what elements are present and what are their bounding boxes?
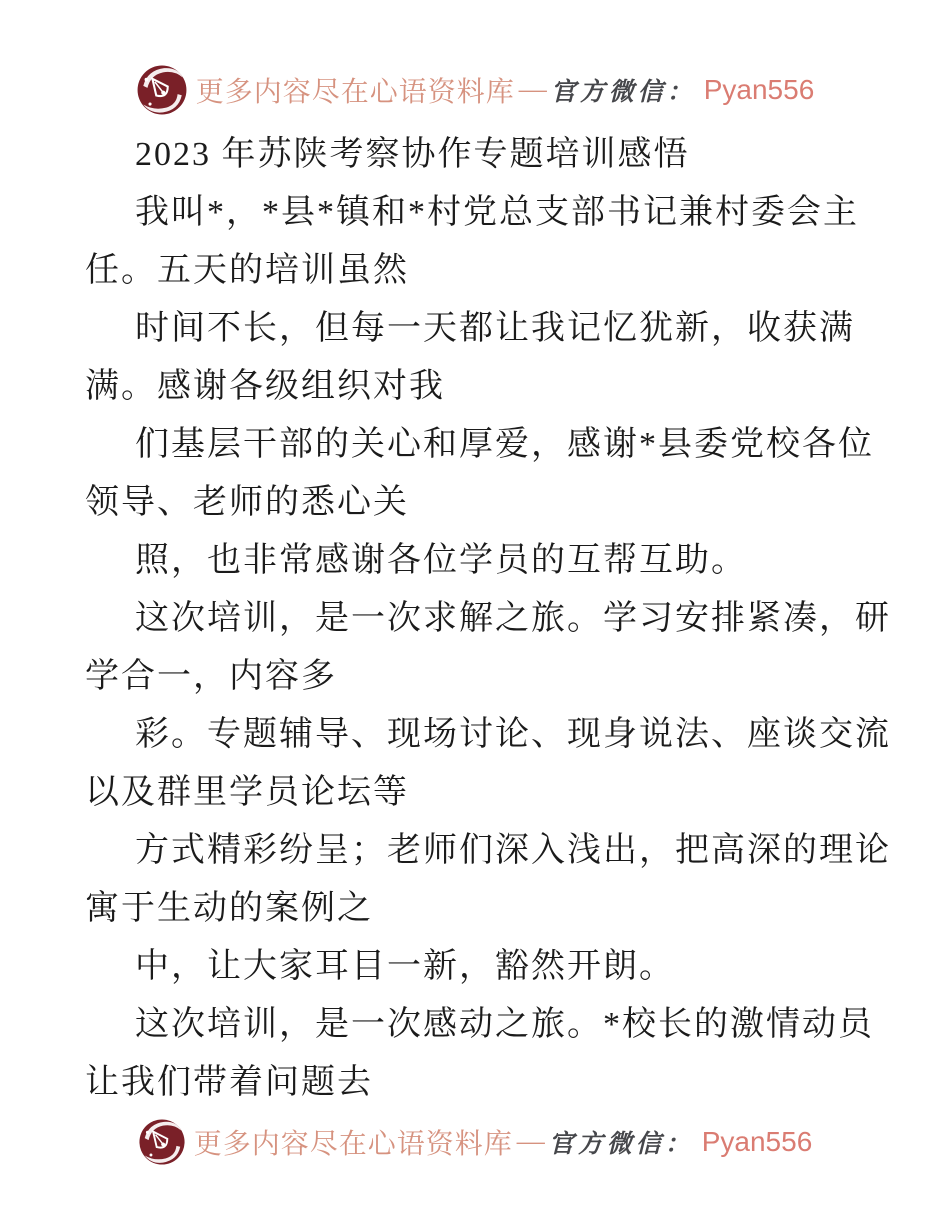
document-lines bbox=[85, 184, 891, 1112]
document-line: 任。五天的培训虽然 bbox=[85, 252, 409, 289]
document-line: 彩。专题辅导、现场讨论、现身说法、座谈交流 bbox=[135, 716, 891, 753]
document-body bbox=[85, 126, 891, 1112]
wechat-id: Pyan556 bbox=[701, 1126, 813, 1157]
wechat-label: 官方微信： bbox=[550, 79, 696, 106]
document-line: 让我们带着问题去 bbox=[85, 1064, 373, 1101]
wechat-id: Pyan556 bbox=[703, 74, 815, 105]
document-line: 以及群里学员论坛等 bbox=[85, 774, 409, 811]
document-line: 时间不长，但每一天都让我记忆犹新，收获满 bbox=[135, 310, 855, 347]
document-line: 照，也非常感谢各位学员的互帮互助。 bbox=[135, 542, 747, 579]
document-line: 这次培训，是一次感动之旅。*校长的激情动员 bbox=[135, 1006, 874, 1043]
brand-dash: — bbox=[518, 74, 547, 105]
document-line: 学合一，内容多 bbox=[85, 658, 337, 695]
brand-text: 更多内容尽在心语资料库 bbox=[195, 77, 515, 108]
header-watermark bbox=[0, 64, 950, 116]
brand-text: 更多内容尽在心语资料库 bbox=[193, 1129, 513, 1160]
brand-logo-icon bbox=[136, 64, 188, 116]
document-line: 领导、老师的悉心关 bbox=[85, 484, 409, 521]
document-line: 方式精彩纷呈；老师们深入浅出，把高深的理论 bbox=[135, 832, 891, 869]
brand-dash: — bbox=[516, 1126, 545, 1157]
document-title: 2023 年苏陕考察协作专题培训感悟 bbox=[135, 136, 690, 173]
footer-watermark bbox=[0, 1118, 950, 1166]
brand-logo-icon bbox=[138, 1118, 186, 1166]
document-line: 们基层干部的关心和厚爱，感谢*县委党校各位 bbox=[135, 426, 874, 463]
document-line: 满。感谢各级组织对我 bbox=[85, 368, 445, 405]
document-line: 我叫*，*县*镇和*村党总支部书记兼村委会主 bbox=[135, 194, 859, 231]
wechat-label: 官方微信： bbox=[548, 1131, 694, 1158]
document-line: 这次培训，是一次求解之旅。学习安排紧凑，研 bbox=[135, 600, 891, 637]
document-line: 中，让大家耳目一新，豁然开朗。 bbox=[135, 948, 675, 985]
document-line: 寓于生动的案例之 bbox=[85, 890, 373, 927]
